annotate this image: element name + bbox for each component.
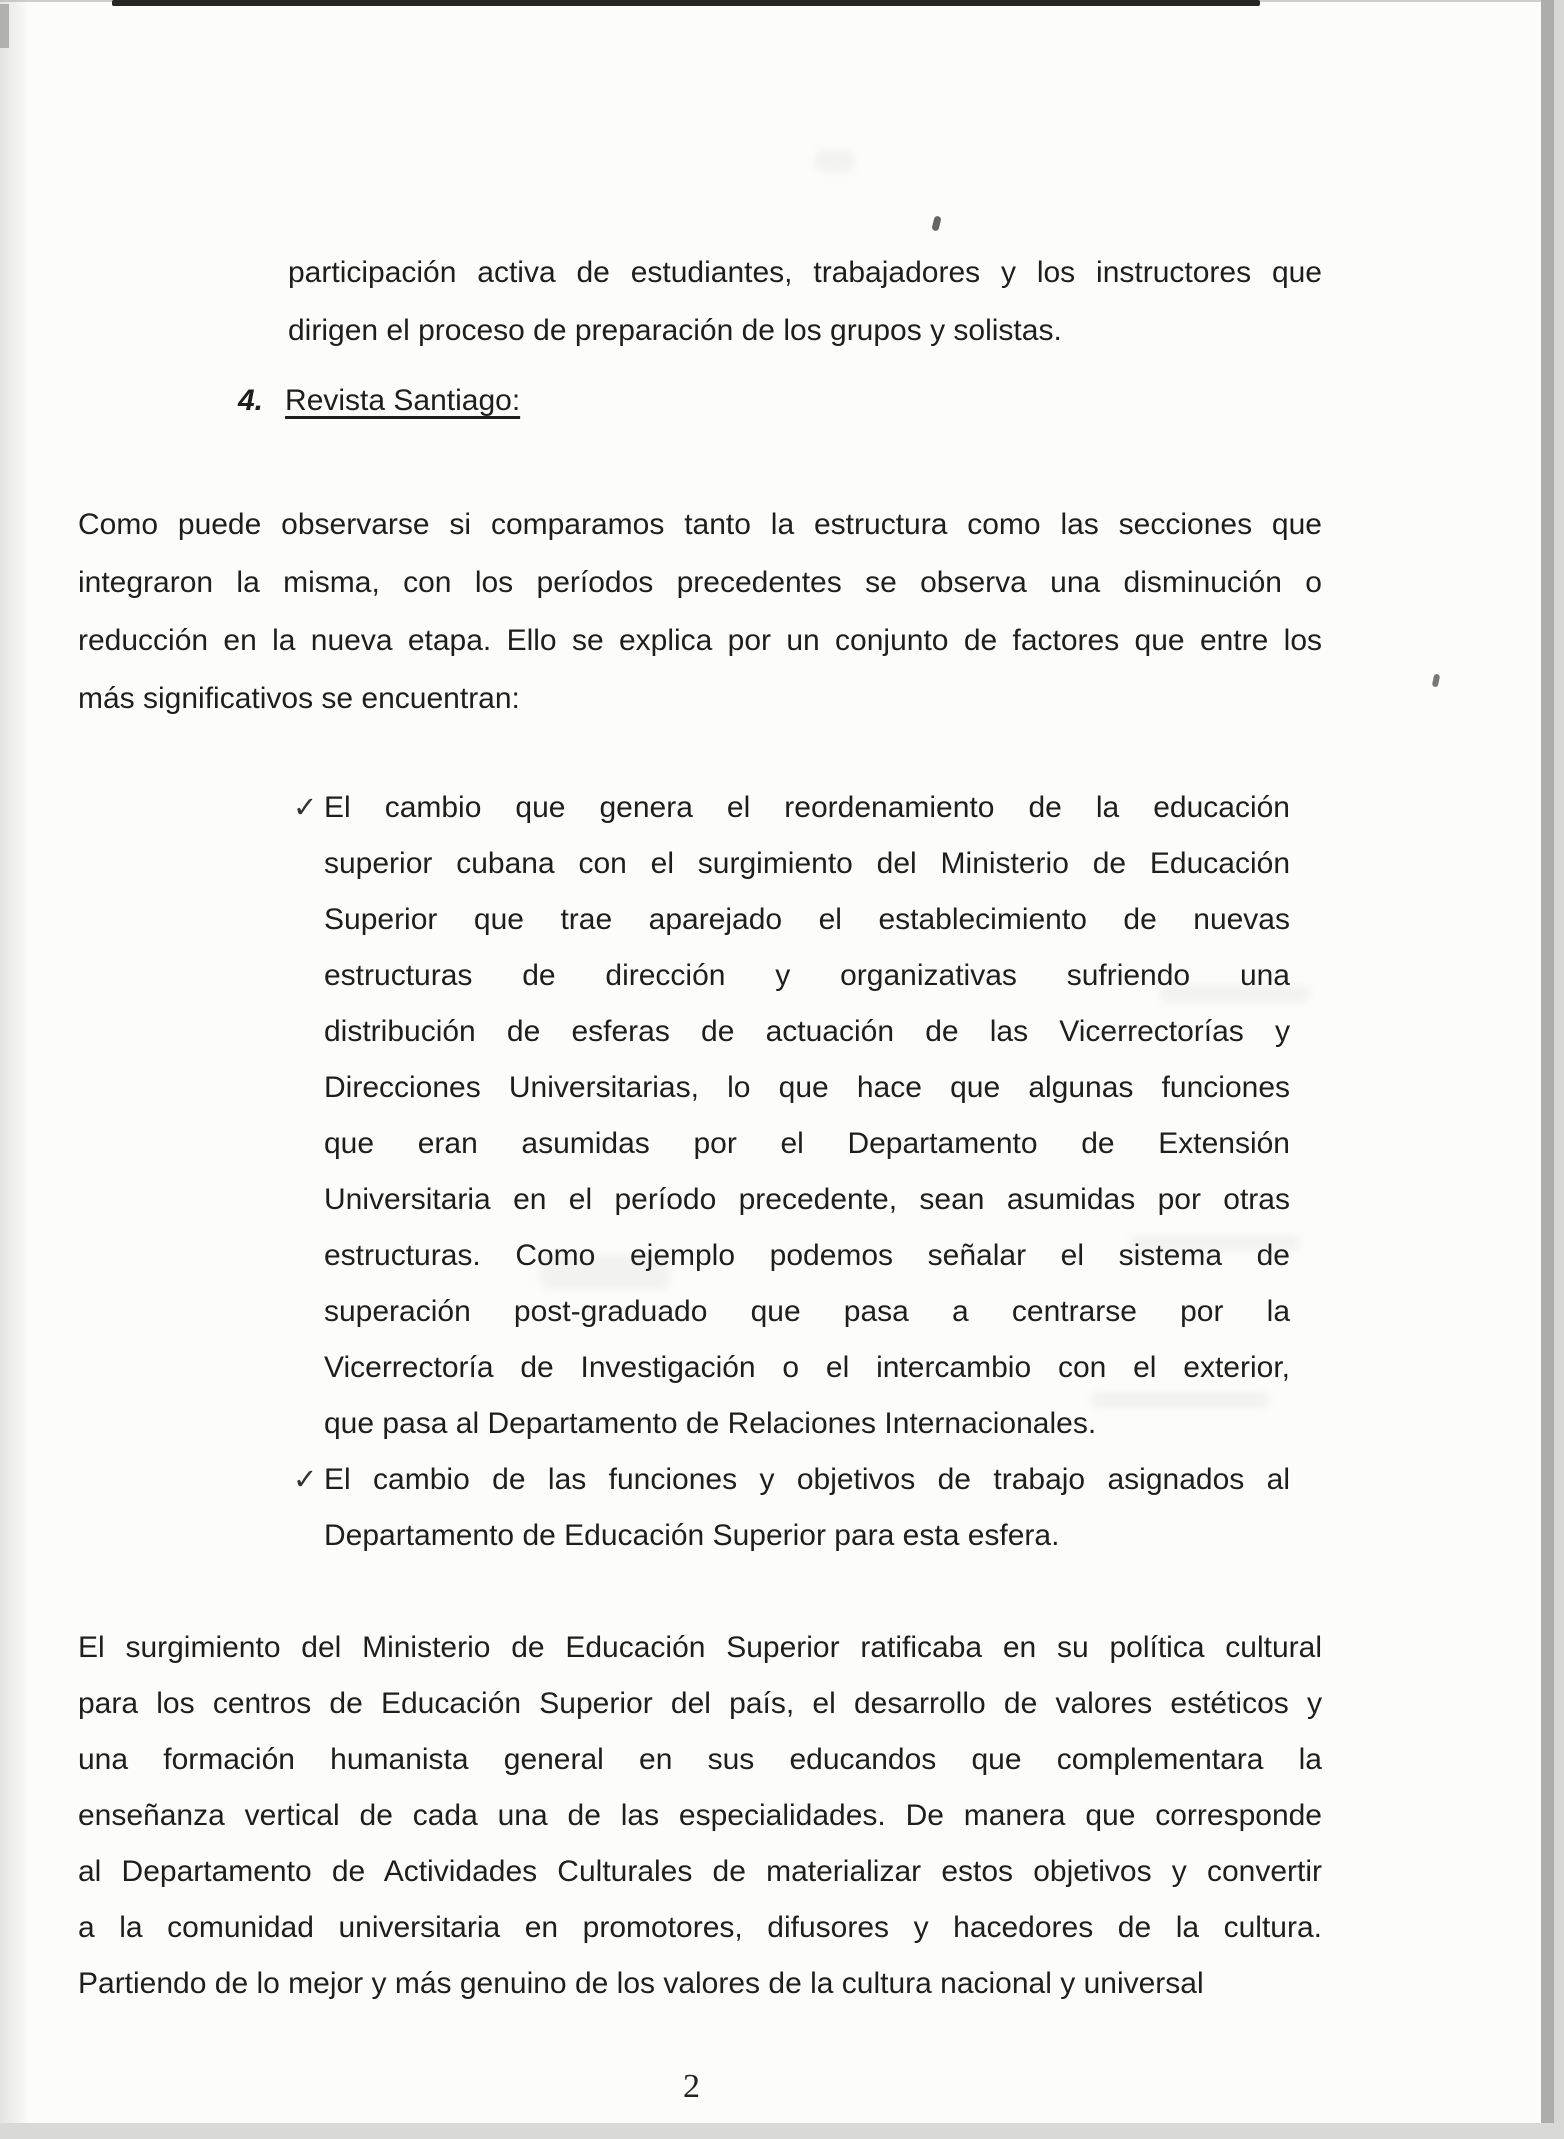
text-line: enseñanza vertical de cada una de las especialidades. De manera que corresponde [78,1799,1322,1832]
text-line: distribución de esferas de actuación de las Vicerrectorías y [324,1015,1290,1048]
scan-artifact-right-edge [1541,0,1554,2139]
text-line: que pasa al Departamento de Relaciones Internacionales. [324,1407,1097,1440]
text-line: Departamento de Educación Superior para esta esfera. [324,1519,1060,1552]
bullet-text [324,1452,1290,1564]
text-line: El cambio de las funciones y objetivos de trabajo asignados al [324,1463,1290,1496]
text-line: Superior que trae aparejado el establecimiento de nuevas [324,903,1290,936]
text-line: participación activa de estudiantes, trabajadores y los instructores que [288,256,1322,289]
bullet-list [293,780,1290,1564]
text-line: integraron la misma, con los períodos precedentes se observa una disminución o [78,566,1322,599]
text-line: Direcciones Universitarias, lo que hace que algunas funciones [324,1071,1290,1104]
scan-artifact-left-edge [0,0,30,2139]
text-line: al Departamento de Actividades Culturales de materializar estos objetivos y convertir [78,1855,1322,1888]
scan-artifact-top-strip [112,0,1260,6]
text-line: que eran asumidas por el Departamento de Extensión [324,1127,1290,1160]
text-line: superior cubana con el surgimiento del Ministerio de Educación [324,847,1290,880]
checkmark-icon: ✓ [293,792,318,824]
text-line: dirigen el proceso de preparación de los grupos y solistas. [288,314,1062,347]
bullet-item [293,1452,1290,1564]
text-line: Vicerrectoría de Investigación o el intercambio con el exterior, [324,1351,1290,1384]
page-number: 2 [683,2068,700,2105]
section-title: Revista Santiago: [285,384,521,417]
scan-artifact-right-edge-outer [1554,0,1564,2139]
text-line: para los centros de Educación Superior del país, el desarrollo de valores estéticos y [78,1687,1322,1720]
bullet-item [293,780,1290,1452]
text-line: Como puede observarse si comparamos tanto la estructura como las secciones que [78,508,1322,541]
scan-artifact-bottom-edge [0,2123,1564,2139]
text-line: Universitaria en el período precedente, sean asumidas por otras [324,1183,1290,1216]
section-number: 4. [238,384,264,417]
text-line: superación post-graduado que pasa a centrarse por la [324,1295,1290,1328]
checkmark-icon: ✓ [293,1464,318,1496]
scan-smudge [815,150,855,172]
intro-paragraph [288,244,1322,360]
scan-speck [1432,674,1441,688]
text-line: reducción en la nueva etapa. Ello se explica por un conjunto de factores que entre los [78,624,1322,657]
paragraph-ministerio [78,1620,1322,2012]
text-line: estructuras de dirección y organizativas sufriendo una [324,959,1290,992]
text-line: a la comunidad universitaria en promotores, difusores y hacedores de la cultura. [78,1911,1322,1944]
text-line: El surgimiento del Ministerio de Educación Superior ratificaba en su política cultural [78,1631,1322,1664]
text-line: estructuras. Como ejemplo podemos señalar el sistema de [324,1239,1290,1272]
paragraph-comparison [78,496,1322,728]
text-line: El cambio que genera el reordenamiento de la educación [324,791,1290,824]
text-line: más significativos se encuentran: [78,682,520,715]
text-line: Partiendo de lo mejor y más genuino de los valores de la cultura nacional y universal [78,1967,1204,2000]
bullet-text [324,780,1290,1452]
section-heading [238,372,520,430]
text-line: una formación humanista general en sus educandos que complementara la [78,1743,1322,1776]
scan-speck [931,215,941,231]
